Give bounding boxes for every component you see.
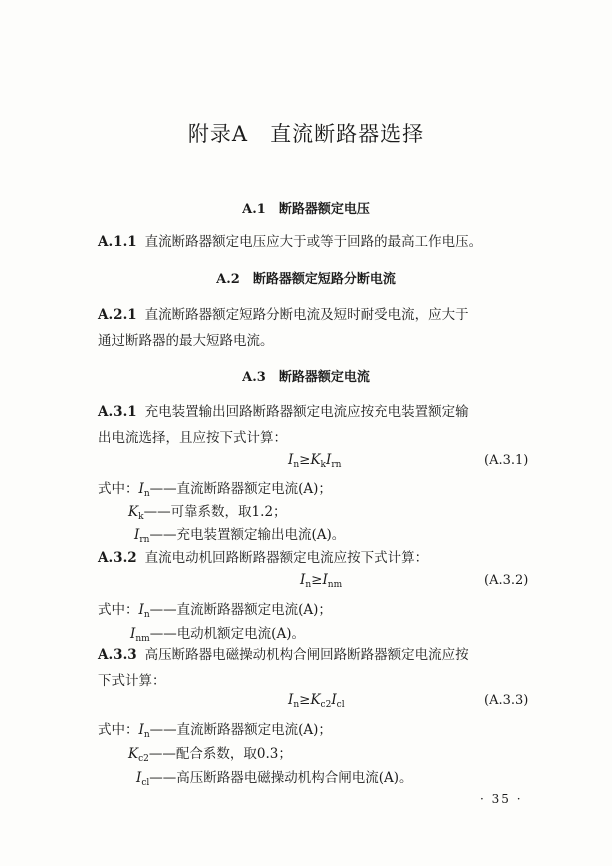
definition-a33-icl: $I_{cl}——$高压断路器电磁操动机构合闸电流(A)。: [136, 770, 413, 788]
clause-number: A.2.1: [98, 307, 137, 323]
page-number: · 35 ·: [480, 792, 523, 806]
formula-a31: $I_n\ge K_kI_{rn}$: [288, 452, 342, 470]
clause-a33: [98, 642, 469, 668]
clause-a31-line2: 出电流选择，且应按下式计算：: [98, 430, 287, 446]
definition-a31-in: 式中：$I_n——$直流断路器额定电流(A)；: [98, 481, 332, 499]
clause-text: 直流电动机回路断路器额定电流应按下式计算：: [144, 550, 429, 566]
clause-a33-line2: 下式计算：: [98, 673, 166, 689]
clause-number: A.3.2: [98, 550, 137, 566]
section-a3-title: A.3 断路器额定电流: [242, 370, 370, 385]
clause-text: 高压断路器电磁操动机构合闸回路断路器额定电流应按: [144, 647, 469, 663]
definition-a32-in: 式中：$I_n——$直流断路器额定电流(A)；: [98, 602, 332, 620]
clause-text: 直流断路器额定短路分断电流及短时耐受电流，应大于: [144, 307, 469, 323]
section-a1-title: A.1 断路器额定电压: [242, 202, 370, 217]
clause-text: 直流断路器额定电压应大于或等于回路的最高工作电压。: [144, 234, 483, 250]
formula-a33: $I_n\ge K_{c2}I_{cl}$: [288, 692, 345, 710]
definition-a31-kk: $K_k——$可靠系数，取1.2；: [128, 504, 287, 522]
equation-number-a32: (A.3.2): [484, 573, 529, 588]
clause-a21: [98, 302, 469, 328]
equation-number-a31: (A.3.1): [484, 453, 529, 468]
definition-a33-kc2: $K_{c2}——$配合系数，取0.3；: [128, 746, 292, 764]
definition-a32-inm: $I_{nm}——$电动机额定电流(A)。: [130, 626, 305, 644]
clause-number: A.3.1: [98, 404, 137, 420]
clause-a11: [98, 229, 482, 255]
formula-a32: $I_n\ge I_{nm}$: [300, 572, 343, 590]
definition-a31-irn: $I_{rn}——$充电装置额定输出电流(A)。: [134, 527, 346, 545]
clause-a31: [98, 399, 469, 425]
section-a2-title: A.2 断路器额定短路分断电流: [216, 272, 396, 287]
clause-number: A.1.1: [98, 234, 137, 250]
definition-a33-in: 式中：$I_n——$直流断路器额定电流(A)；: [98, 722, 332, 740]
clause-a21-line2: 通过断路器的最大短路电流。: [98, 333, 274, 349]
equation-number-a33: (A.3.3): [484, 693, 529, 708]
clause-number: A.3.3: [98, 647, 137, 663]
appendix-title: 附录A 直流断路器选择: [187, 122, 425, 146]
clause-a32: [98, 545, 428, 571]
clause-text: 充电装置输出回路断路器额定电流应按充电装置额定输: [144, 404, 469, 420]
